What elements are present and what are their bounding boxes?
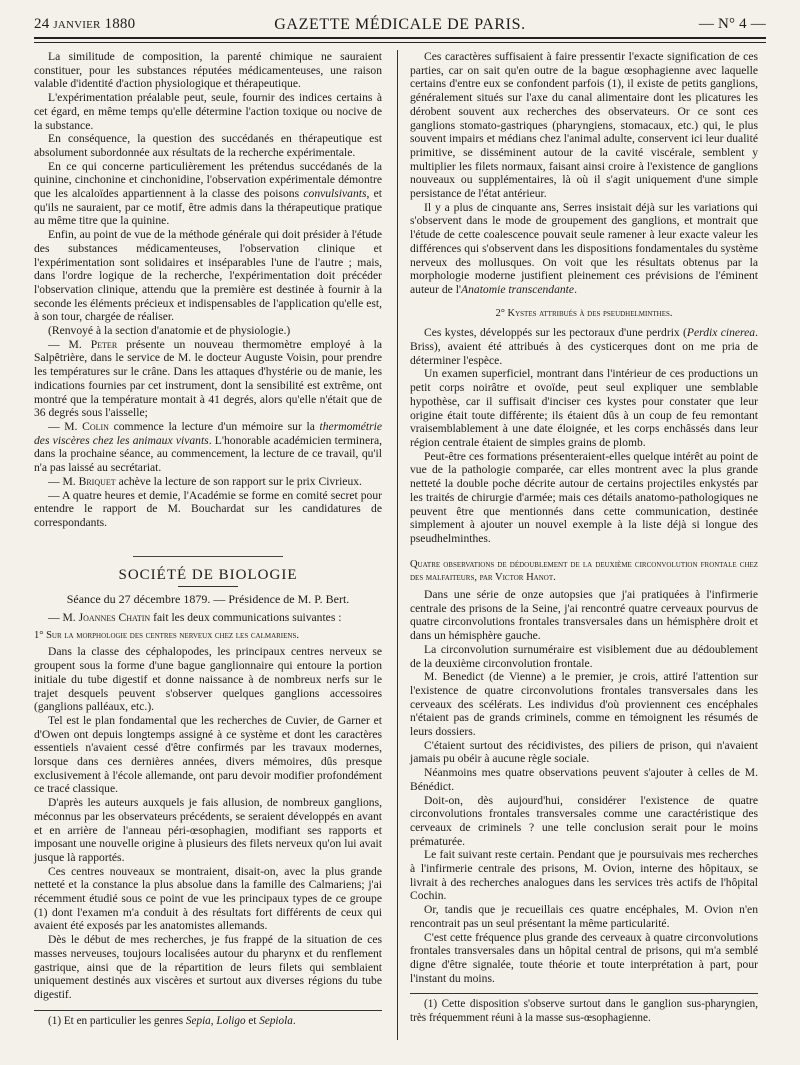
paragraph: C'étaient surtout des récidivistes, des piliers de prison, qui n'avaient jamais pu obéir à aucune règle sociale. [410,738,758,766]
paragraph: Doit-on, dès aujourd'hui, considérer l'existence de quatre circonvolutions frontales transversales comme une caractéristique des cerveaux de criminels ? une telle conclusion serait pour le moins prématurée. [410,793,758,848]
paragraph: Dans une série de onze autopsies que j'ai pratiquées à l'infirmerie centrale des prisons de la Seine, j'ai rencontré quatre cerveaux pourvus de quatre circonvolutions frontales transversales dans un hémisphère droit et dans un hémisphère gauche. [410,588,758,643]
column-divider [397,50,398,1040]
footnote: (1) Et en particulier les genres Sepia, Loligo et Sepiola. [48,1014,296,1027]
paragraph: — A quatre heures et demie, l'Académie se forme en comité secret pour entendre le rapport de M. Bouchardat sur les candidatures de correspondants. [34,488,382,529]
footnote-rule [410,993,758,994]
footnote: (1) Cette disposition s'observe surtout dans le ganglion sus-pharyngien, très fréquemment réuni à la masse sus-œsophagienne. [410,998,758,1024]
paragraph: Ces kystes, développés sur les pectoraux d'une perdrix (Perdix cinerea. Briss), avaient été attribués à des cysticerques dont on me pria de déterminer l'espèce. [410,326,758,367]
paragraph: (Renvoyé à la section d'anatomie et de physiologie.) [48,324,291,338]
section-title-rule [178,586,238,587]
paragraph: — M. Peter présente un nouveau thermomètre employé à la Salpêtrière, dans le service de M. le docteur Auguste Voisin, pour prendre les températures sur le crâne. Dans les attaques d'hystérie ou de manie, les indications fournies par cet instrument, dont la sensibilité est extrême, ont montré que la température montait à 41 degrés, alors qu'elle n'était que de 36 degrés sous l'aisselle; [34,337,382,420]
left-column [34,50,382,1028]
paragraph: Un examen superficiel, montrant dans l'intérieur de ces productions un petit corps noirâtre et ovoïde, peut seul expliquer une semblable hypothèse, car il suffisait d'inciser ces kystes pour constater que leur origine était toute différente; ils étaient dûs à un coup de feu remontant vraisemblablement à une date éloignée, et les corps enchâssés dans leur région centrale étaient de simples grains de plomb. [410,367,758,449]
paragraph: La similitude de composition, la parenté chimique ne sauraient constituer, pour les substances réputées médicamenteuses, une raison valable d'identité d'action physiologique et thérapeutique. [34,50,382,91]
paragraph: Néanmoins mes quatre observations peuvent s'ajouter à celles de M. Bénédict. [410,766,758,793]
header-issue-number: — N° 4 — [698,16,766,32]
subheading: 1° Sur la morphologie des centres nerveux chez les calmariens. [34,629,299,641]
paragraph: Or, tandis que je recueillais ces quatre encéphales, M. Ovion n'en rencontrait pas un seul présentant la même particularité. [410,903,758,930]
paragraph: — M. Joannes Chatin fait les deux communications suivantes : [48,611,342,625]
paragraph: L'expérimentation préalable peut, seule, fournir des indices certains à cet égard, en même temps qu'elle détermine l'action toxique ou nocive de la substance. [34,91,382,132]
paragraph: Enfin, au point de vue de la méthode générale qui doit présider à l'étude des substances médicamenteuses, l'observation clinique et l'expérimentation sont solidaires et inséparables l'une de l'autre ; mais, dans l'ordre logique de la recherche, l'expérimentation doit précéder l'observation clinique, attendu que la première est destinée à fournir à la seconde les éléments précieux et indispensables de l'application qu'elle est, à son tour, chargée de réaliser. [34,228,382,324]
paragraph: M. Benedict (de Vienne) a le premier, je crois, attiré l'attention sur l'existence de quatre circonvolutions frontales transversales dans les cerveaux des scélérats. Les individus d'où proviennent ces encéphales n'étaient pas de grands criminels, comme en témoignent les résumés de leurs dossiers. [410,670,758,739]
header-date: 24 janvier 1880 [34,16,136,32]
subheading: 2° Kystes attribués à des pseudhelminthes. [495,307,673,319]
paragraph: En conséquence, la question des succédanés en thérapeutique est absolument subordonnée aux résultats de la recherche expérimentale. [34,132,382,159]
paragraph: En ce qui concerne particulièrement les prétendus succédanés de la quinine, cinchonine et cinchonidine, l'observation expérimentale démontre que les alcaloïdes appartiennent à la classe des poisons convulsivants, et qu'ils ne sauraient, par ce motif, être admis dans la thérapeutique pratique au même titre que la quinine. [34,159,382,228]
section-separator [133,556,283,557]
paragraph: Le fait suivant reste certain. Pendant que je poursuivais mes recherches à l'infirmerie centrale des prisons, M. Ovion, interne des hôpitaux, se livrait à des recherches analogues dans les services très actifs de l'hôpital Cochin. [410,848,758,903]
paragraph: Il y a plus de cinquante ans, Serres insistait déjà sur les variations qui s'observent dans le mode de groupement des ganglions, et montrait que l'étude de cette coalescence pouvait seule ramener à leur exacte valeur les différences qui s'observent dans les dispositions fondamentales du système nerveux des mollusques. On voit que les résultats obtenus par la morphologie moderne justifient pleinement ces prévisions de l'éminent auteur de l'Anatomie transcendante. [410,200,758,296]
paragraph: C'est cette fréquence plus grande des cerveaux à quatre circonvolutions frontales transversales dans un hôpital central de prisons, qui m'a semblé digne d'être signalée, toute théorie et toute interprétation à part, pour l'instant du moins. [410,930,758,985]
paragraph: D'après les auteurs auxquels je fais allusion, de nombreux ganglions, méconnus par les observateurs précédents, se seraient développés en avant et en arrière de l'anneau péri-œsophagien, modifiant ses rapports et imposant une nouvelle origine à plusieurs des filets nerveux qu'on lui avait jusque là rapportés. [34,796,382,864]
paragraph: Dans la classe des céphalopodes, les principaux centres nerveux se groupent sous la forme d'une bague ganglionnaire qui entoure la portion initiale du tube digestif et donne naissance à de nombreux nerfs sur le trajet desquels peuvent s'observer quelques ganglions accessoires (ganglions palléaux, etc.). [34,645,382,714]
paragraph: Ces centres nouveaux se montraient, disait-on, avec la plus grande netteté et la constance la plus absolue dans la famille des Calmariens; j'ai récemment étudié sous ce point de vue les principaux types de ce groupe (1) dont l'examen m'a conduit à des résultats fort différents de ceux qui avaient été exposés par les anatomistes allemands. [34,864,382,933]
header-rule-thin [34,42,766,43]
paragraph: La circonvolution surnuméraire est visiblement due au dédoublement de la deuxième circonvolution frontale. [410,642,758,670]
header-rule-thick [34,37,766,39]
paragraph: Ces caractères suffisaient à faire pressentir l'exacte signification de ces parties, car on sait qu'en outre de la bague œsophagienne avec laquelle certains d'entre eux se confondent parfois (1), il existe de petits ganglions, généralement situés sur l'axe du canal alimentaire dont les plicatures les dérobent souvent aux recherches des observateurs. Or ce sont ces ganglions stomato-gastriques (pharyngiens, stomacaux, etc.) qui, le plus souvent impairs et médians chez l'animal adulte, conservent ici leur dualité primitive, se disséminent autour de la cavité viscérale, semblent y multiplier les filets normaux, faisant ainsi croire à l'existence de ganglions nouveaux ou supplémentaires, là où il s'agit uniquement d'une simple persistance de l'état antérieur. [410,50,758,201]
paragraph: — M. Colin commence la lecture d'un mémoire sur la thermométrie des viscères chez les animaux vivants. L'honorable académicien terminera, dans la prochaine séance, au commencement, la lecture de ce travail, qu'il n'a pas laissé au secrétariat. [34,419,382,475]
footnote-rule [34,1010,382,1011]
header-title: GAZETTE MÉDICALE DE PARIS. [274,16,526,33]
page-header [34,14,766,36]
right-column [410,50,758,1025]
paragraph: Dès le début de mes recherches, je fus frappé de la situation de ces masses nerveuses, toujours localisées autour du pharynx et du renflement gastrique, ainsi que de la répartition de leurs filets qui semblaient uniquement destinés aux viscères et surtout aux diverses régions du tube digestif. [34,933,382,1001]
subheading: Quatre observations de dédoublement de la deuxième circonvolution frontale chez des malfaiteurs, par Victor Hanot. [410,558,758,584]
paragraph: Peut-être ces formations présenteraient-elles quelque intérêt au point de vue de la pathologie comparée, car elles montrent avec la plus grande netteté la double poche décrite autour de certains projectiles enkystés par les traités de chirurgie d'armée; mais ces détails anatomo-pathologiques ne peuvent être que mentionnés dans cette communication, destinée simplement à ajouter un nouvel exemple à la liste déjà si longue des pseudhelminthes. [410,449,758,545]
paragraph: — M. Briquet achève la lecture de son rapport sur le prix Civrieux. [48,474,362,488]
section-title: SOCIÉTÉ DE BIOLOGIE [118,566,298,583]
session-line: Séance du 27 décembre 1879. — Présidence de M. P. Bert. [66,592,350,607]
paragraph: Tel est le plan fondamental que les recherches de Cuvier, de Garner et d'Owen ont depuis longtemps assigné à ce système et dont les caractères essentiels n'avaient cessé d'être confirmés par les travaux modernes, lorsque dans ces dernières années, divers mémoires, dûs presque exclusivement à l'école allemande, ont paru devoir modifier profondément ce tracé classique. [34,713,382,796]
